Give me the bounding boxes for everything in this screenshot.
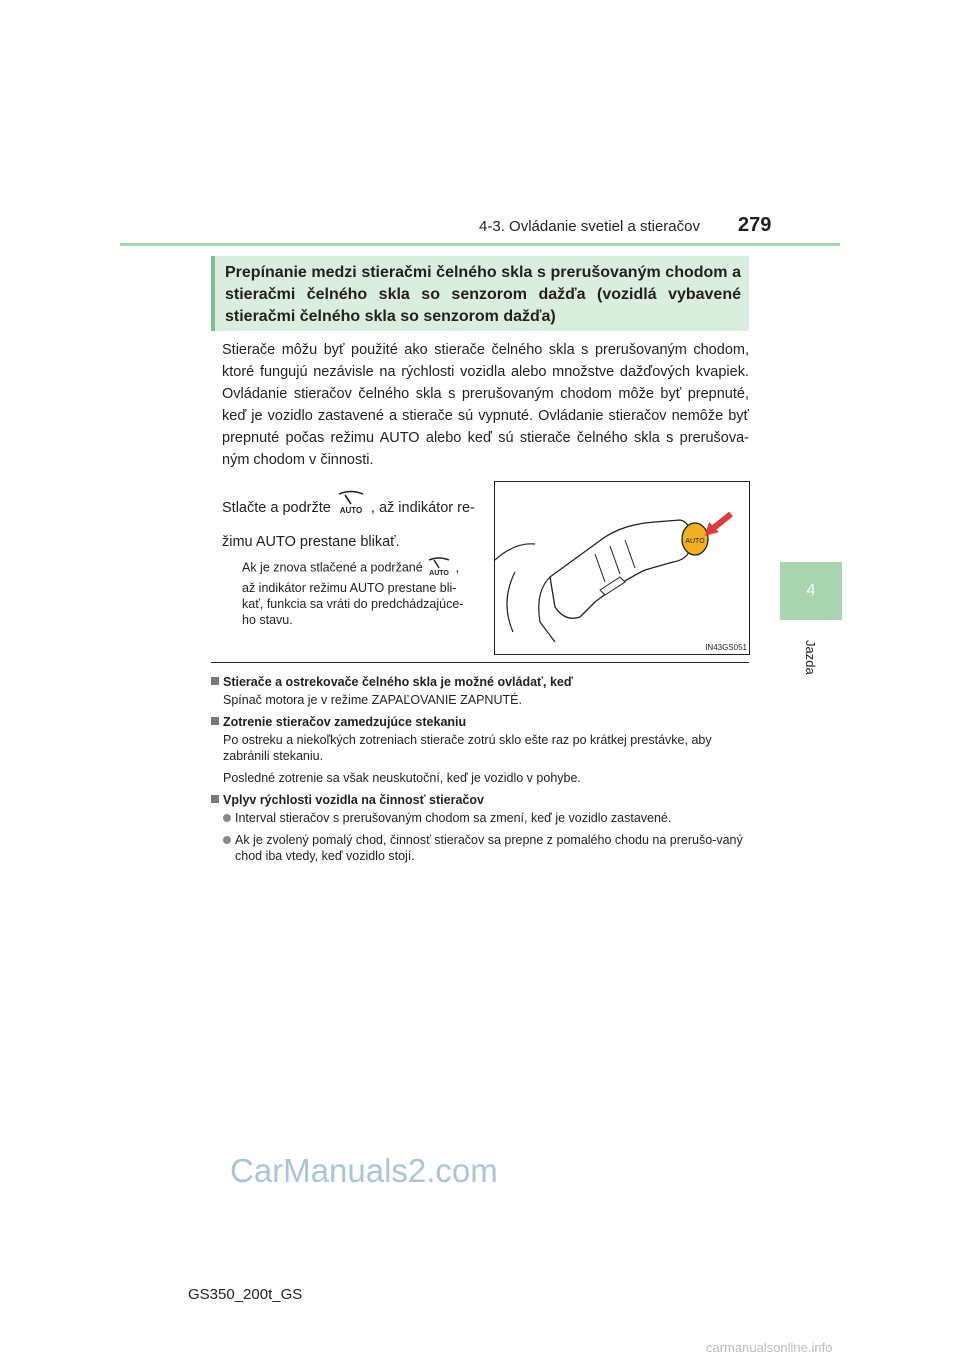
- note-bullet-text: Interval stieračov s prerušovaným chodom sa zmení, keď je vozidlo zastavené.: [235, 811, 672, 825]
- note-heading: [211, 674, 751, 690]
- square-bullet-icon: [211, 717, 219, 725]
- note-paragraph: Po ostreku a niekoľkých zotreniach stierače zotrú sklo ešte raz po krátkej prestávke, aby zabránili stekaniu.: [223, 733, 712, 763]
- note-heading-text: Stierače a ostrekovače čelného skla je možné ovládať, keď: [223, 675, 573, 689]
- auto-wiper-icon-small: [426, 556, 452, 580]
- figure-code: IN43GS051: [705, 643, 747, 652]
- note-heading-text: Vplyv rýchlosti vozidla na činnosť stieračov: [223, 793, 484, 807]
- wiper-lever-illustration: [495, 482, 749, 654]
- intro-paragraph: Stierače môžu byť použité ako stierače čelného skla s prerušovaným chodom, ktoré fungujú nezávisle na rýchlosti vozidla alebo množstve dažďových kvapiek. Ovládanie stieračov čelného skla s prerušovaným chodom môže byť prepnuté, keď je vozidlo zastavené a stierače sú vypnuté. Ovládanie stieračov nemôže byť prepnuté počas režimu AUTO alebo keď sú stierače čelného skla s prerušova-ným chodom v činnosti.: [222, 342, 749, 468]
- note-paragraph: Spínač motora je v režime ZAPAĽOVANIE ZAPNUTÉ.: [223, 693, 522, 707]
- figure-button-label: AUTO: [685, 538, 705, 545]
- chapter-tab: 4: [780, 562, 842, 620]
- notes-section: [211, 674, 751, 870]
- chapter-label: [796, 640, 826, 690]
- chapter-label-text: Jazda: [803, 640, 818, 675]
- watermark-bottom: carmanualsonline.info: [706, 1340, 833, 1355]
- note-part1: Ak je znova stlačené a podržané: [242, 560, 423, 575]
- circle-bullet-icon: [223, 814, 231, 822]
- circle-bullet-icon: [223, 836, 231, 844]
- note-bullet: [223, 810, 751, 826]
- instruction-text: [222, 490, 490, 558]
- wiper-lever-figure: [494, 481, 750, 655]
- note-bullet-text: Ak je zvolený pomalý chod, činnosť stieračov sa prepne z pomalého chodu na prerušo-vaný chod iba vtedy, keď vozidlo stojí.: [235, 833, 743, 863]
- note-heading-text: Zotrenie stieračov zamedzujúce stekaniu: [223, 715, 467, 729]
- note-bullet: [223, 832, 751, 864]
- auto-icon-label: AUTO: [339, 506, 363, 514]
- auto-wiper-icon: [335, 490, 367, 526]
- instruction-note: [242, 556, 465, 628]
- auto-icon-label-small: AUTO: [429, 570, 450, 576]
- section-heading: Prepínanie medzi stieračmi čelného skla s prerušovaným chodom a stieračmi čelného skla so senzorom dažďa (vozidlá vybavené stieračmi čelného skla so senzorom dažďa): [225, 264, 741, 325]
- note-paragraph: Posledné zotrenie sa však neuskutoční, keď je vozidlo v pohybe.: [223, 771, 581, 785]
- page-number: 279: [738, 214, 772, 236]
- section-heading-box: [211, 256, 749, 331]
- square-bullet-icon: [211, 677, 219, 685]
- section-title: 4-3. Ovládanie svetiel a stieračov: [479, 218, 700, 235]
- instruction-part2: , až indikátor re-žimu AUTO prestane blikať.: [222, 499, 475, 550]
- watermark-top: CarManuals2.com: [230, 1152, 498, 1189]
- header-rule: [120, 243, 840, 246]
- note-heading: [211, 792, 751, 808]
- note-part2: , až indikátor režimu AUTO prestane bli-kať, funkcia sa vráti do predchádzajúce-ho stavu.: [242, 560, 464, 627]
- square-bullet-icon: [211, 795, 219, 803]
- instruction-part1: Stlačte a podržte: [222, 499, 331, 516]
- footer-model-code: GS350_200t_GS: [188, 1286, 303, 1303]
- notes-divider: [211, 662, 749, 663]
- note-heading: [211, 714, 751, 730]
